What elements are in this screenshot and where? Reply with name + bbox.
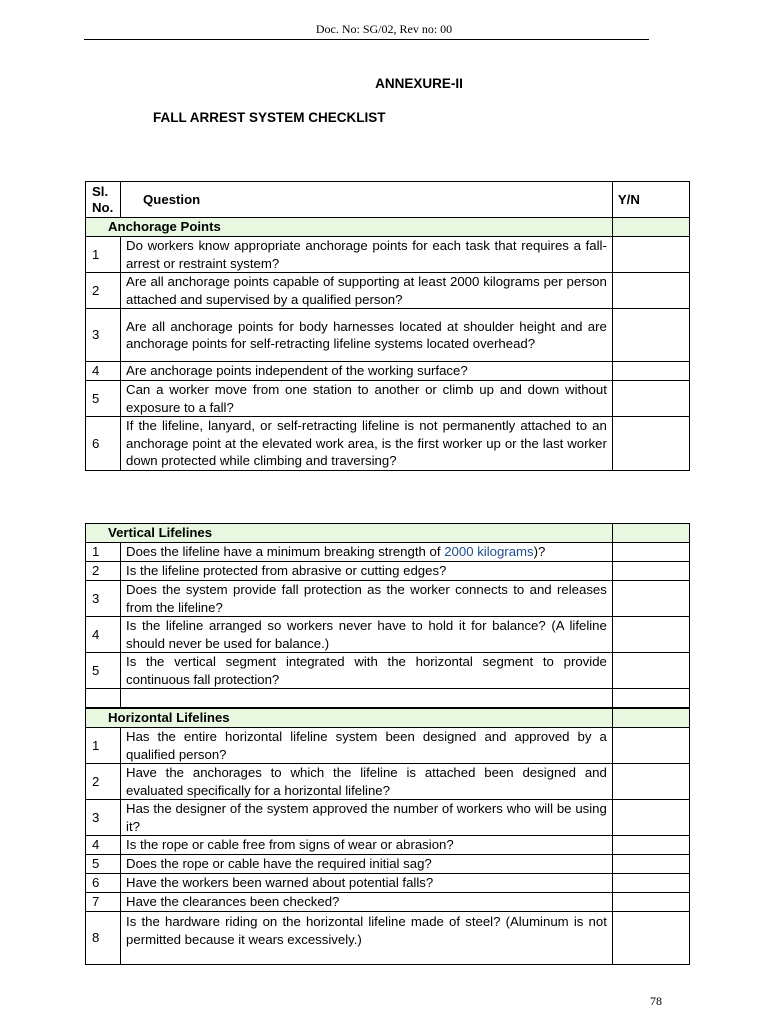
table-row (86, 800, 690, 836)
row-number: 3 (86, 581, 121, 617)
row-number: 4 (86, 617, 121, 653)
yn-answer-cell[interactable] (612, 764, 689, 800)
question-text: If the lifeline, lanyard, or self-retracting lifeline is not permanently attached to an anchorage point at the elevated work area, is the first worker up or the last worker down protected while climbing and traversing? (121, 417, 613, 471)
yn-answer-cell[interactable] (612, 912, 689, 965)
question-text: Can a worker move from one station to another or climb up and down without exposure to a fall? (121, 381, 613, 417)
question-text: Is the vertical segment integrated with the horizontal segment to provide continuous fall protection? (121, 653, 613, 689)
question-text: Is the lifeline arranged so workers never have to hold it for balance? (A lifeline should never be used for balance.) (121, 617, 613, 653)
table-row (86, 581, 690, 617)
yn-answer-cell[interactable] (612, 893, 689, 912)
empty-cell (121, 689, 613, 708)
table-row (86, 653, 690, 689)
header-rule (84, 39, 649, 40)
kilograms-link[interactable]: 2000 kilograms (444, 544, 534, 560)
table-row (86, 417, 690, 471)
table-row (86, 728, 690, 764)
question-text: Is the lifeline protected from abrasive or cutting edges? (121, 562, 613, 581)
yn-answer-cell[interactable] (612, 836, 689, 855)
yn-answer-cell[interactable] (612, 728, 689, 764)
section-row-vertical (86, 524, 690, 543)
empty-cell (86, 689, 121, 708)
table-row (86, 543, 690, 562)
table-row (86, 764, 690, 800)
table-row (86, 874, 690, 893)
row-number: 6 (86, 417, 121, 471)
anchorage-table (85, 181, 690, 471)
sl-no-header: Sl. No. (86, 182, 121, 218)
row-number: 3 (86, 309, 121, 362)
row-number: 2 (86, 764, 121, 800)
row-number: 6 (86, 874, 121, 893)
question-text (121, 543, 613, 562)
yn-answer-cell[interactable] (612, 417, 689, 471)
table-row (86, 309, 690, 362)
vertical-lifelines-table (85, 523, 690, 708)
question-text: Have the clearances been checked? (121, 893, 613, 912)
question-text: Do workers know appropriate anchorage points for each task that requires a fall- arrest or restraint system? (121, 237, 613, 273)
section-title-horizontal: Horizontal Lifelines (86, 709, 613, 728)
section-yn-cell (612, 218, 689, 237)
row-number: 2 (86, 273, 121, 309)
question-text: Has the designer of the system approved the number of workers who will be using it? (121, 800, 613, 836)
section-row-horizontal (86, 709, 690, 728)
row-number: 5 (86, 653, 121, 689)
table-header-row (86, 182, 690, 218)
row-number: 3 (86, 800, 121, 836)
question-text-post: )? (533, 544, 546, 560)
question-text: Does the rope or cable have the required initial sag? (121, 855, 613, 874)
question-text: Have the anchorages to which the lifeline is attached been designed and evaluated specifically for a horizontal lifeline? (121, 764, 613, 800)
row-number: 1 (86, 237, 121, 273)
page-number: 78 (650, 994, 662, 1008)
yn-answer-cell[interactable] (612, 581, 689, 617)
yn-answer-cell[interactable] (612, 800, 689, 836)
yn-answer-cell[interactable] (612, 309, 689, 362)
row-number: 2 (86, 562, 121, 581)
row-number: 7 (86, 893, 121, 912)
table-row (86, 617, 690, 653)
question-text: Are anchorage points independent of the working surface? (121, 362, 613, 381)
row-number: 1 (86, 728, 121, 764)
yn-answer-cell[interactable] (612, 874, 689, 893)
annexure-title: ANNEXURE-II (375, 76, 463, 91)
question-text: Is the hardware riding on the horizontal lifeline made of steel? (Aluminum is not permitted because it wears excessively.) (121, 912, 613, 965)
yn-answer-cell[interactable] (612, 381, 689, 417)
row-number: 5 (86, 381, 121, 417)
yn-answer-cell[interactable] (612, 362, 689, 381)
yn-answer-cell[interactable] (612, 543, 689, 562)
question-text: Are all anchorage points for body harnesses located at shoulder height and are anchorage points for self-retracting lifeline systems located overhead? (121, 309, 613, 362)
section-title-vertical: Vertical Lifelines (86, 524, 613, 543)
row-number: 8 (86, 912, 121, 965)
table-row (86, 273, 690, 309)
section-yn-cell (612, 524, 689, 543)
row-number: 4 (86, 362, 121, 381)
question-header: Question (121, 182, 613, 218)
yn-answer-cell[interactable] (612, 562, 689, 581)
question-text: Does the system provide fall protection as the worker connects to and releases from the lifeline? (121, 581, 613, 617)
doc-number-header: Doc. No: SG/02, Rev no: 00 (315, 22, 453, 36)
question-text: Has the entire horizontal lifeline system been designed and approved by a qualified person? (121, 728, 613, 764)
yn-answer-cell[interactable] (612, 617, 689, 653)
yn-answer-cell[interactable] (612, 273, 689, 309)
table-row (86, 381, 690, 417)
row-number: 1 (86, 543, 121, 562)
section-title-anchorage: Anchorage Points (86, 218, 613, 237)
row-number: 4 (86, 836, 121, 855)
table-row (86, 912, 690, 965)
table-row (86, 855, 690, 874)
yn-answer-cell[interactable] (612, 237, 689, 273)
section-yn-cell (612, 709, 689, 728)
question-text: Have the workers been warned about potential falls? (121, 874, 613, 893)
yn-header: Y/N (612, 182, 689, 218)
row-number: 5 (86, 855, 121, 874)
question-text-pre: Does the lifeline have a minimum breaking strength of (126, 544, 445, 560)
checklist-title: FALL ARREST SYSTEM CHECKLIST (153, 110, 386, 125)
question-text: Is the rope or cable free from signs of wear or abrasion? (121, 836, 613, 855)
section-row-anchorage (86, 218, 690, 237)
empty-cell (612, 689, 689, 708)
table-row (86, 562, 690, 581)
table-row (86, 893, 690, 912)
question-text: Are all anchorage points capable of supporting at least 2000 kilograms per person attached and supervised by a qualified person? (121, 273, 613, 309)
table-row (86, 836, 690, 855)
table-row (86, 362, 690, 381)
empty-row (86, 689, 690, 708)
table-row (86, 237, 690, 273)
horizontal-lifelines-table (85, 708, 690, 965)
yn-answer-cell[interactable] (612, 653, 689, 689)
yn-answer-cell[interactable] (612, 855, 689, 874)
